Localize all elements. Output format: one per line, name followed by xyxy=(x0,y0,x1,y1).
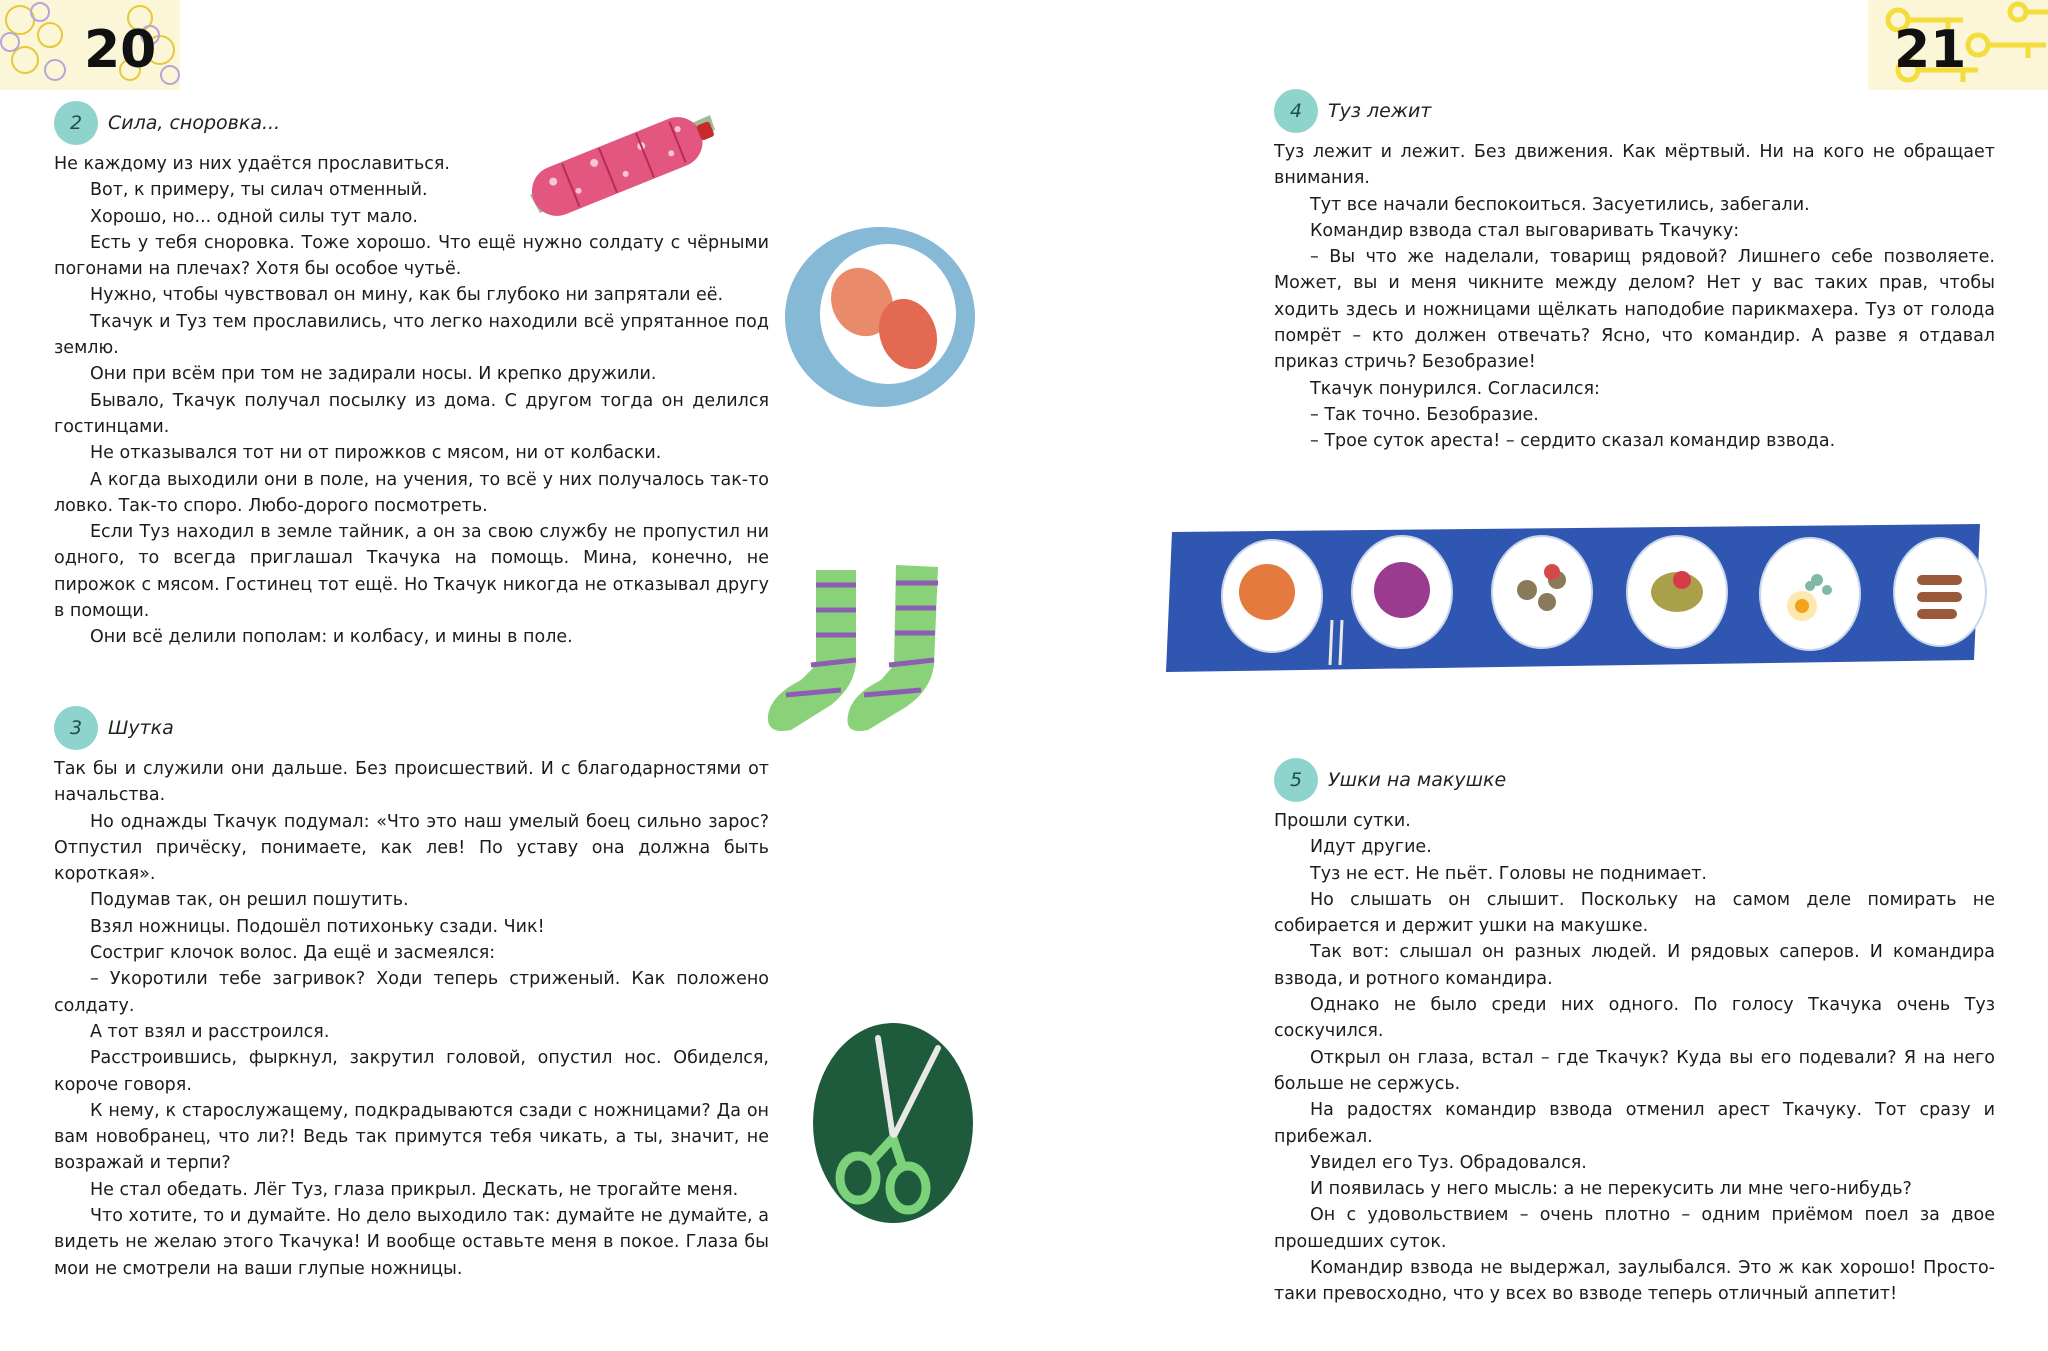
paragraph: Взял ножницы. Подошёл потихоньку сзади. Чик! xyxy=(90,916,545,937)
chapter-text xyxy=(54,151,769,651)
paragraph: Бывало, Ткачук получал посылку из дома. С другом тогда он делился гостинцами. xyxy=(54,390,769,437)
paragraph: Но слышать он слышит. Поскольку на самом деле помирать не собирается и держит ушки на макушке. xyxy=(1274,889,1995,937)
chapter-number-badge: 3 xyxy=(54,706,98,750)
chapter-title: Шутка xyxy=(108,717,174,739)
chapter-heading xyxy=(54,706,769,750)
paragraph: Он с удовольствием – очень плотно – одним приёмом поел за двое прошедших суток. xyxy=(1274,1205,1995,1252)
chapter-3 xyxy=(54,706,769,1282)
paragraph: Подумав так, он решил пошутить. xyxy=(90,890,409,911)
paragraph: Так вот: слышал он разных людей. И рядовых саперов. И командира взвода, и ротного командира. xyxy=(1274,942,1995,989)
chapter-title: Ушки на макушке xyxy=(1328,769,1507,791)
chapter-text xyxy=(54,756,769,1282)
paragraph: Идут другие. xyxy=(1310,837,1432,858)
paragraph: Туз не ест. Не пьёт. Головы не поднимает. xyxy=(1310,863,1707,884)
paragraph: А когда выходили они в поле, на учения, то всё у них получалось так-то ловко. Так-то споро. Любо-дорого посмотреть. xyxy=(54,469,769,516)
paragraph: Вот, к примеру, ты силач отменный. xyxy=(90,180,428,201)
paragraph: – Укоротили тебе загривок? Ходи теперь стриженый. Как положено солдату. xyxy=(54,969,769,1016)
paragraph: Что хотите, то и думайте. Но дело выходило так: думайте не думайте, а видеть не желаю этого Ткачука! И вообще оставьте меня в покое. Глаза бы мои не смотрели на ваши глупые ножницы. xyxy=(54,1206,769,1279)
paragraph: Ткачук понурился. Согласился: xyxy=(1310,378,1600,399)
paragraph: – Трое суток ареста! – сердито сказал командир взвода. xyxy=(1310,431,1836,452)
chapter-4 xyxy=(1274,89,1995,455)
paragraph: Но однажды Ткачук подумал: «Что это наш умелый боец сильно зарос? Отпустил причёску, понимаете, как лев! По уставу она должна быть короткая». xyxy=(54,811,769,885)
chapter-number-badge: 5 xyxy=(1274,758,1318,802)
paragraph: К нему, к старослужащему, подкрадываются сзади с ножницами? Да он вам новобранец, что ли?! Ведь так примутся тебя чикать, а ты, значит, не возражай и терпи? xyxy=(54,1100,769,1174)
paragraph: Не отказывался тот ни от пирожков с мясом, ни от колбаски. xyxy=(90,443,662,464)
paragraph: Увидел его Туз. Обрадовался. xyxy=(1310,1152,1587,1173)
chapter-title: Туз лежит xyxy=(1328,100,1432,122)
paragraph: А тот взял и расстроился. xyxy=(90,1021,330,1042)
paragraph: Открыл он глаза, встал – где Ткачук? Куда вы его подевали? Я на него больше не сержусь. xyxy=(1274,1047,1995,1094)
paragraph: Так бы и служили они дальше. Без происшествий. И с благодарностями от начальства. xyxy=(54,759,769,806)
paragraph: Туз лежит и лежит. Без движения. Как мёртвый. Ни на кого не обращает внимания. xyxy=(1274,142,1995,189)
chapter-text xyxy=(1274,808,1995,1308)
plates-on-tablecloth-illustration xyxy=(1162,520,1990,680)
chapter-number-badge: 4 xyxy=(1274,89,1318,133)
paragraph: Есть у тебя сноровка. Тоже хорошо. Что ещё нужно солдату с чёрными погонами на плечах? Хотя бы особое чутьё. xyxy=(54,232,769,280)
scissors-illustration xyxy=(808,1018,978,1228)
chapter-5 xyxy=(1274,758,1995,1308)
paragraph: Если Туз находил в земле тайник, а он за свою службу не пропустил ни одного, то всегда приглашал Ткачука на помощь. Мина, конечно, не пирожок с мясом. Гостинец тот ещё. Но Ткачук никогда не отказывал другу в помощи. xyxy=(54,522,769,622)
paragraph: Прошли сутки. xyxy=(1274,811,1411,831)
chapter-heading xyxy=(1274,758,1995,802)
chapter-title: Сила, сноровка... xyxy=(108,112,281,134)
paragraph: На радостях командир взвода отменил арест Ткачуку. Тот сразу и прибежал. xyxy=(1274,1100,1995,1147)
paragraph: – Так точно. Безобразие. xyxy=(1310,404,1539,425)
paragraph: Они всё делили пополам: и колбасу, и мины в поле. xyxy=(90,627,573,648)
chapter-heading xyxy=(1274,89,1995,133)
sausage-illustration xyxy=(510,95,730,225)
paragraph: Не каждому из них удаётся прославиться. xyxy=(54,154,450,174)
paragraph: – Вы что же наделали, товарищ рядовой? Лишнего себе позволяете. Может, вы и меня чикните между делом? Нет у вас таких прав, чтобы ходить здесь и ножницами щёлкать наподобие парикмахера. Туз от голода помрёт – кто должен отвечать? Ясно, что командир. А разве я отдавал приказ стричь? Безобразие! xyxy=(1274,247,1995,373)
paragraph: Ткачук и Туз тем прославились, что легко находили всё упрятанное под землю. xyxy=(54,311,769,359)
paragraph: Тут все начали беспокоиться. Засуетились, забегали. xyxy=(1310,194,1810,215)
paragraph: И появилась у него мысль: а не перекусить ли мне чего-нибудь? xyxy=(1310,1179,1912,1200)
paragraph: Расстроившись, фыркнул, закрутил головой, опустил нос. Обиделся, короче говоря. xyxy=(54,1048,769,1095)
striped-socks-illustration xyxy=(756,565,966,735)
paragraph: Они при всём при том не задирали носы. И крепко дружили. xyxy=(90,364,657,385)
chapter-text xyxy=(1274,139,1995,455)
paragraph: Однако не было среди них одного. По голосу Ткачука очень Туз соскучился. xyxy=(1274,995,1995,1042)
plate-with-pies-illustration xyxy=(780,222,980,412)
paragraph: Командир взвода стал выговаривать Ткачуку: xyxy=(1310,220,1740,241)
paragraph: Нужно, чтобы чувствовал он мину, как бы глубоко ни запрятали её. xyxy=(90,285,724,306)
chapter-number-badge: 2 xyxy=(54,101,98,145)
paragraph: Хорошо, но... одной силы тут мало. xyxy=(90,206,418,227)
paragraph: Не стал обедать. Лёг Туз, глаза прикрыл. Дескать, не трогайте меня. xyxy=(90,1179,739,1200)
paragraph: Состриг клочок волос. Да ещё и засмеялся: xyxy=(90,943,496,964)
paragraph: Командир взвода не выдержал, заулыбался. Это ж как хорошо! Просто-таки превосходно, что у всех во взводе теперь отличный аппетит! xyxy=(1274,1258,1995,1305)
page-number: 21 xyxy=(1894,20,1967,80)
page-number: 20 xyxy=(84,20,157,80)
right-page xyxy=(1024,0,2048,1351)
